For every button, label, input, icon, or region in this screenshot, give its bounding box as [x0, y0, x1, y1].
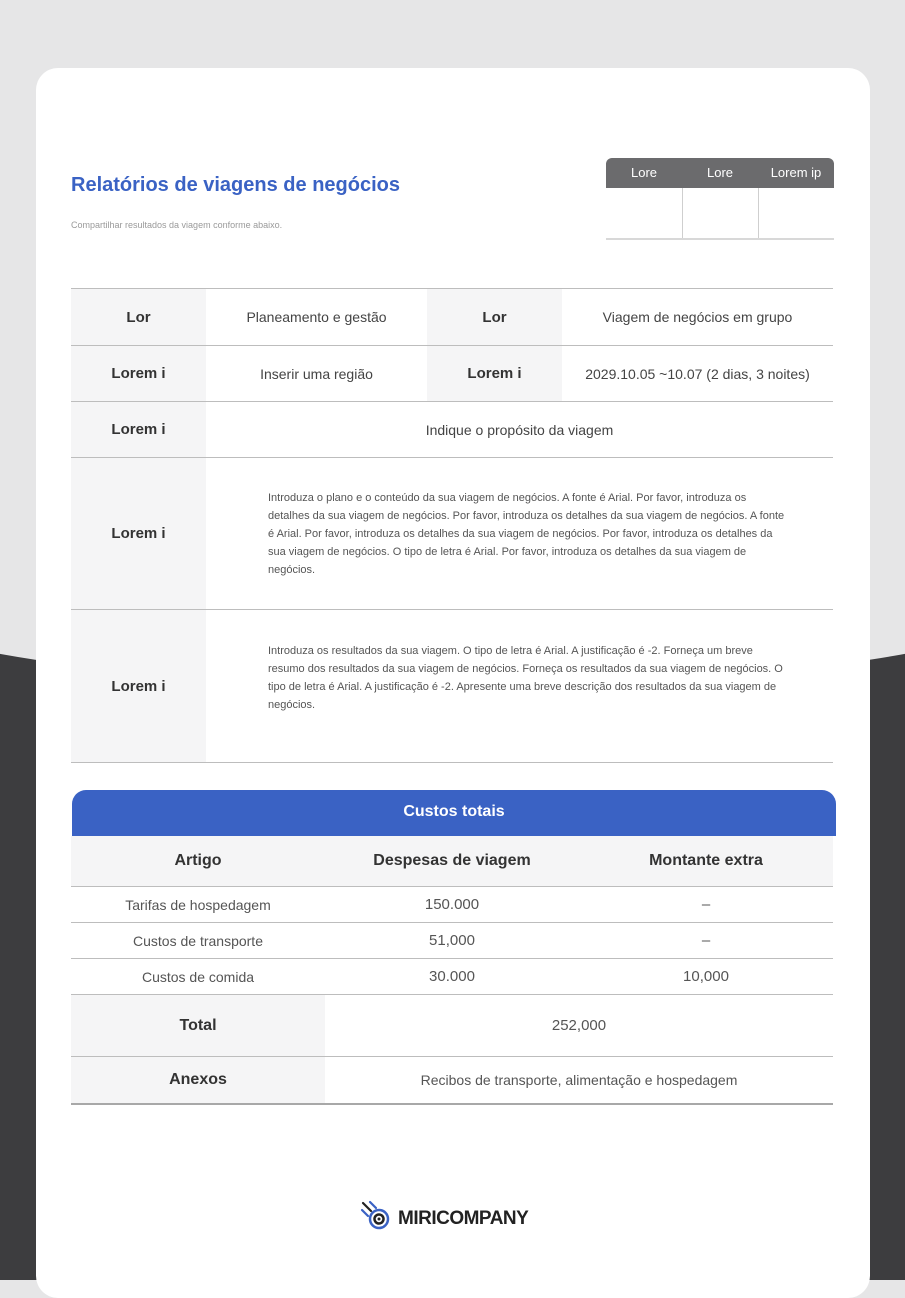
annex-value[interactable]: Recibos de transporte, alimentação e hospedagem [420, 1072, 738, 1088]
trip-info-table [71, 288, 833, 763]
approval-signature-row [606, 188, 834, 240]
company-logo [360, 1200, 528, 1238]
total-row [71, 995, 833, 1057]
field-label: Lor [427, 289, 562, 345]
page-title: Relatórios de viagens de negócios [71, 174, 400, 196]
target-comet-icon [360, 1200, 392, 1238]
cost-travel[interactable]: 30.000 [429, 968, 475, 985]
approval-box [606, 158, 834, 240]
field-label: Lorem i [71, 610, 206, 762]
approval-column-label: Lore [630, 165, 658, 180]
column-header: Montante extra [649, 852, 763, 869]
logo-text: MIRICOMPANY [398, 1208, 529, 1229]
cost-item: Custos de transporte [133, 932, 263, 949]
cost-travel[interactable]: 150.000 [424, 896, 480, 913]
trip-dates-value[interactable]: 2029.10.05 ~10.07 (2 dias, 3 noites) [585, 365, 810, 382]
field-label: Lorem i [71, 458, 206, 609]
cost-extra[interactable]: 10,000 [683, 968, 729, 985]
approval-header [606, 158, 834, 188]
signature-cell[interactable] [759, 188, 834, 238]
cost-travel[interactable]: 51,000 [429, 932, 475, 949]
trip-purpose-value[interactable]: Indique o propósito da viagem [425, 421, 614, 438]
costs-title: Custos totais [72, 790, 836, 836]
trip-type-value[interactable]: Viagem de negócios em grupo [602, 309, 793, 325]
approval-column-label: Lore [706, 165, 734, 180]
annex-row [71, 1057, 833, 1105]
approval-column-label: Lorem ip [770, 165, 822, 180]
cost-item: Custos de comida [141, 968, 255, 985]
total-value[interactable]: 252,000 [551, 1017, 607, 1034]
annex-label: Anexos [71, 1057, 325, 1103]
cost-extra[interactable]: – [701, 932, 711, 949]
signature-cell[interactable] [683, 188, 759, 238]
table-row [71, 923, 833, 959]
cost-item: Tarifas de hospedagem [125, 896, 271, 913]
total-label: Total [71, 995, 325, 1056]
costs-table [71, 836, 833, 1105]
field-label: Lorem i [71, 346, 206, 401]
table-row [71, 959, 833, 995]
trip-plan-text[interactable]: Introduza o plano e o conteúdo da sua viagem de negócios. A fonte é Arial. Por favor, introduza os detalhes da sua viagem de negócios. Por favor, introduza os detalhes da sua viagem de negócios. A fonte é Arial. Por favor, introduza os detalhes da sua viagem de negócios. Por favor, introduza os detalhes da sua viagem de negócios. O tipo de letra é Arial. Por favor, introduza os detalhes da sua viagem de negócios. [268, 491, 785, 576]
column-header: Artigo [174, 852, 222, 869]
table-row [71, 346, 833, 402]
page-subtitle: Compartilhar resultados da viagem conforme abaixo. [71, 220, 283, 230]
region-value[interactable]: Inserir uma região [260, 365, 373, 382]
table-row [71, 610, 833, 763]
department-value[interactable]: Planeamento e gestão [246, 309, 387, 325]
table-row [71, 887, 833, 923]
field-label: Lorem i [427, 346, 562, 401]
table-row [71, 289, 833, 346]
field-label: Lor [71, 289, 206, 345]
table-row [71, 402, 833, 458]
cost-extra[interactable]: – [701, 896, 711, 913]
column-header: Despesas de viagem [373, 852, 531, 869]
signature-cell[interactable] [606, 188, 683, 238]
field-label: Lorem i [71, 402, 206, 457]
trip-results-text[interactable]: Introduza os resultados da sua viagem. O tipo de letra é Arial. A justificação é -2. Forneça um breve resumo dos resultados da sua viagem de negócios. Forneça os resultados da sua viagem de negócios. O tipo de letra é Arial. A justificação é -2. Apresente uma breve descrição dos resultados da sua viagem de negócios. [268, 645, 783, 711]
table-header-row [71, 836, 833, 887]
table-row [71, 458, 833, 610]
